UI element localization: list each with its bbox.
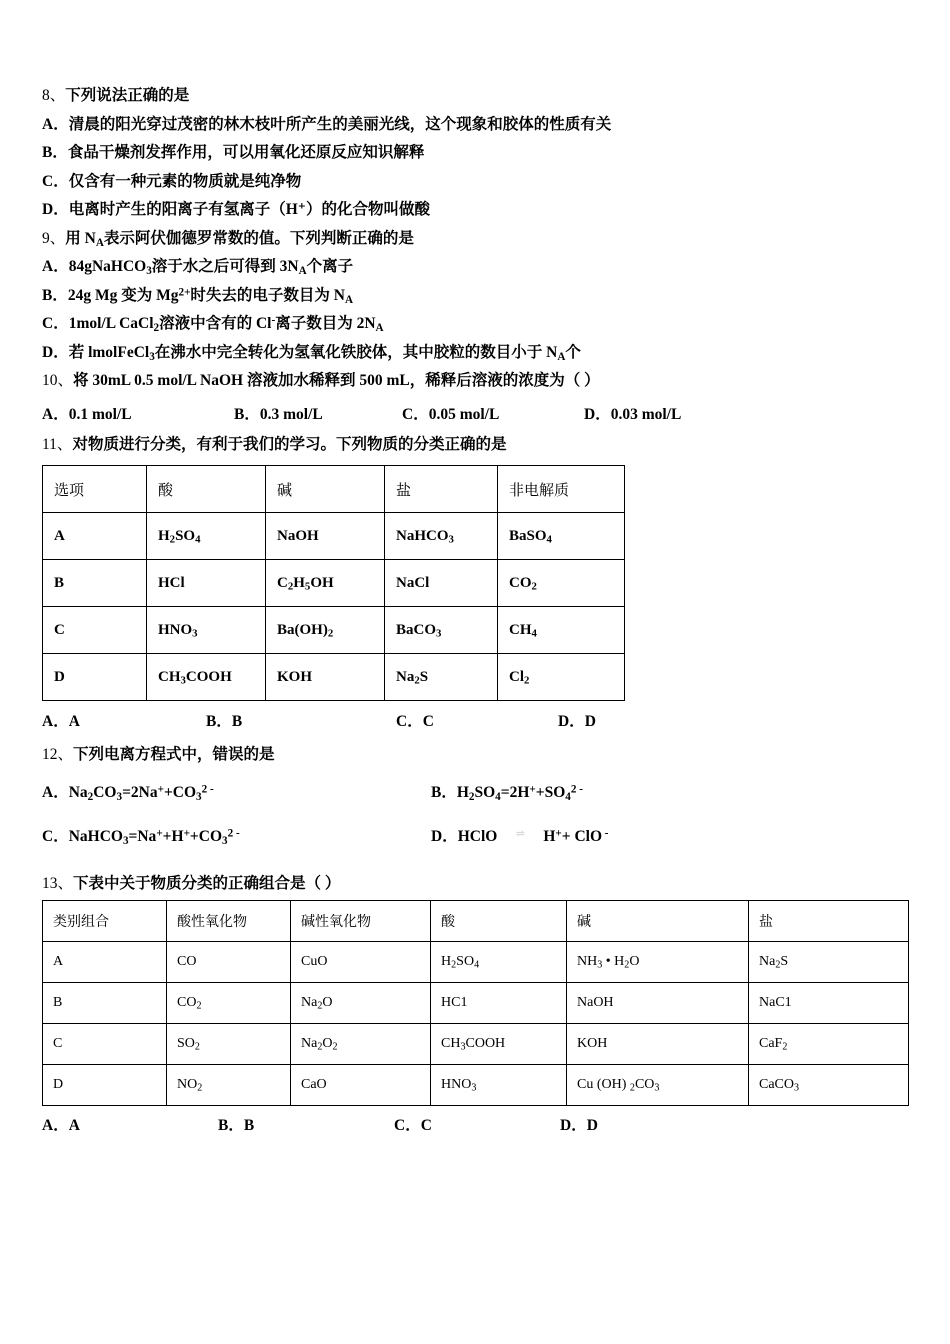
question-13-table [42,900,909,1106]
question-12-stem [42,747,908,763]
option-text: B [231,713,243,730]
cell-acid: HC1 [431,983,567,1024]
question-12-option-a [42,780,431,802]
option-text: 0.03 mol/L [610,405,682,423]
question-10-option-c [402,402,584,424]
cell-nonelectrolyte: $Cl_2$ [498,654,625,701]
question-8-option-b [42,145,908,161]
table-header-row [43,466,625,513]
row-option-label: B [43,560,147,607]
question-8-stem-text: 下列说法正确的是 [65,87,190,104]
cell-salt: NaHCO$_3$ [385,513,498,560]
option-label: C． [42,172,69,190]
cell-base: KOH [266,654,385,701]
option-text: 0.05 mol/L [428,405,500,423]
row-option-label: A [43,513,147,560]
column-header-base: 碱 [266,466,385,513]
option-text: 1mol/L CaCl$_2$溶液中含有的 Cl-离子数目为 $2N_A$ [68,314,384,334]
option-text: HClO ⇌ H++ ClO - [457,826,609,845]
column-header-acidic-oxide: 酸性氧化物 [167,901,291,942]
option-text: $Na_2CO_3=2Na^++CO_3^{2 -}$ [68,782,214,803]
option-label: B． [431,783,457,801]
table-row [43,1024,909,1065]
column-header-acid: 酸 [147,466,266,513]
question-10-option-a [42,402,234,424]
question-13-answer-d [560,1113,598,1135]
option-label: D． [431,827,458,845]
question-13-number: 13、 [42,874,74,892]
option-label: D． [42,201,69,218]
option-label: B． [42,286,68,304]
question-12-option-b [431,780,583,802]
question-13-answer-b [218,1113,394,1135]
option-label: D． [560,1117,587,1134]
cell-nonelectrolyte: BaSO$_4$ [498,513,625,560]
question-13-answer-c [394,1113,560,1135]
option-text: 电离时产生的阳离子有氢离子（H⁺）的化合物叫做酸 [68,201,430,218]
cell-acid: $H_2SO_4$ [147,513,266,560]
cell-nonelectrolyte: $CH_4$ [498,607,625,654]
option-label: C． [42,315,69,332]
question-8-option-c [42,174,908,190]
question-8-option-d [42,202,908,218]
option-text: A [68,713,80,730]
question-10-number: 10、 [42,372,74,389]
cell-acidic-oxide: CO [167,942,291,983]
question-10-stem-text: 将 30mL 0.5 mol/L NaOH 溶液加水稀释到 500 mL，稀释后溶液的浓度为（ ） [73,372,600,389]
question-9-option-c [42,316,908,332]
cell-acidic-oxide: $SO_2$ [167,1024,291,1065]
table-row [43,942,909,983]
cell-acid: $CH_3COOH$ [431,1024,567,1065]
column-header-salt: 盐 [749,901,909,942]
question-12-option-c [42,824,431,846]
question-13-answers [42,1113,908,1135]
option-label: A． [42,783,69,801]
cell-basic-oxide: $Na_2O$ [291,983,431,1024]
option-label: A． [42,405,69,423]
option-label: C． [394,1117,421,1134]
option-text: 0.3 mol/L [259,405,323,423]
question-10-option-d [584,402,681,424]
option-label: B． [234,405,260,423]
cell-salt: CaF$_2$ [749,1024,909,1065]
table-row [43,513,625,560]
option-label: D． [558,713,585,730]
cell-basic-oxide: $Na_2O_2$ [291,1024,431,1065]
row-option-label: D [43,654,147,701]
question-11-number: 11、 [42,435,73,453]
cell-acidic-oxide: $NO_2$ [167,1065,291,1106]
question-12-row-2 [42,824,908,846]
cell-salt: CaCO$_3$ [749,1065,909,1106]
question-11-stem [42,437,908,453]
cell-salt: NaCl [385,560,498,607]
question-13-stem-text: 下表中关于物质分类的正确组合是（ ） [73,874,341,892]
row-option-label: D [43,1065,167,1106]
question-12-number: 12、 [42,746,74,763]
option-label: A． [42,258,69,275]
question-9-option-d [42,345,908,361]
option-text: 若 lmolFeCl$_3$在沸水中完全转化为氢氧化铁胶体，其中胶粒的数目小于 $N_A$个 [68,343,581,363]
cell-salt: BaCO$_3$ [385,607,498,654]
question-11-answer-b [206,709,396,731]
cell-acid: $H_2SO_4$ [431,942,567,983]
cell-basic-oxide: CuO [291,942,431,983]
option-text: $H_2SO_4=2H^++SO_4^{2 -}$ [456,782,583,803]
column-header-basic-oxide: 碱性氧化物 [291,901,431,942]
option-text: 仅含有一种元素的物质就是纯净物 [68,172,302,190]
table-row [43,1065,909,1106]
question-11-answer-d [558,709,596,731]
row-option-label: B [43,983,167,1024]
cell-base: $Ba(OH)_2$ [266,607,385,654]
question-10-option-b [234,402,402,424]
option-label: C． [396,713,423,730]
option-label: B． [206,713,232,730]
option-text: D [584,713,596,730]
option-label: B． [42,144,68,161]
option-text: C [420,1117,432,1134]
cell-acid: $HNO_3$ [147,607,266,654]
option-label: A． [42,713,69,730]
question-9-number: 9、 [42,229,66,247]
cell-base: NaOH [567,983,749,1024]
option-text: 食品干燥剂发挥作用，可以用氧化还原反应知识解释 [67,144,425,161]
question-11-answer-a [42,709,206,731]
column-header-base: 碱 [567,901,749,942]
option-label: B． [218,1117,244,1134]
column-header-option: 选项 [43,466,147,513]
question-8-option-a [42,117,908,133]
question-8-number: 8、 [42,87,66,104]
option-text: 清晨的阳光穿过茂密的林木枝叶所产生的美丽光线，这个现象和胶体的性质有关 [68,115,612,133]
row-option-label: A [43,942,167,983]
column-header-nonelectrolyte: 非电解质 [498,466,625,513]
option-label: A． [42,1117,69,1134]
question-11-answer-c [396,709,558,731]
cell-acid: HCl [147,560,266,607]
question-8-stem [42,88,908,104]
option-text: 84gNaHCO$_3$溶于水之后可得到 $3N_A$个离子 [68,258,354,277]
option-label: D． [42,343,69,361]
cell-acid: $CH_3COOH$ [147,654,266,701]
cell-base: $C_2H_5OH$ [266,560,385,607]
question-9-stem [42,231,908,247]
question-12-option-d [431,824,609,846]
cell-base: Cu (OH) $_2CO_3$ [567,1065,749,1106]
option-text: A [68,1117,80,1134]
table-row [43,560,625,607]
option-label: C． [42,827,69,845]
cell-salt: $Na_2S$ [749,942,909,983]
column-header-salt: 盐 [385,466,498,513]
question-11-table [42,465,625,701]
table-row [43,607,625,654]
cell-nonelectrolyte: $CO_2$ [498,560,625,607]
table-header-row [43,901,909,942]
page-content [42,88,908,1148]
cell-base: KOH [567,1024,749,1065]
question-12-row-1 [42,780,908,802]
cell-basic-oxide: CaO [291,1065,431,1106]
question-9-stem-post: 表示阿伏伽德罗常数的值。下列判断正确的是 [103,229,414,247]
table-row [43,983,909,1024]
option-text: 24g Mg 变为 $Mg^{2+}$时失去的电子数目为 $N_A$ [67,285,354,306]
row-option-label: C [43,607,147,654]
table-row [43,654,625,701]
question-13-answer-a [42,1113,218,1135]
option-text: D [586,1117,598,1134]
question-10-stem [42,373,908,389]
column-header-category-group: 类别组合 [43,901,167,942]
cell-salt: $Na_2S$ [385,654,498,701]
question-12-stem-text: 下列电离方程式中，错误的是 [73,746,275,763]
cell-base: $NH_3$ • $H_2O$ [567,942,749,983]
question-9-option-a [42,259,908,275]
option-text: C [422,713,434,730]
option-label: C． [402,405,429,423]
question-10-options [42,402,908,424]
option-text: $NaHCO_3=Na^++H^++CO_3^{2 -}$ [68,826,240,847]
cell-base: NaOH [266,513,385,560]
option-label: D． [584,405,611,423]
cell-salt: NaC1 [749,983,909,1024]
question-9-stem-sub: A [95,236,104,249]
option-text: B [243,1117,255,1134]
question-11-stem-text: 对物质进行分类，有利于我们的学习。下列物质的分类正确的是 [72,435,507,453]
question-13-stem [42,876,908,892]
option-label: A． [42,115,69,133]
question-9-stem-pre: 用 N [65,229,96,247]
question-9-option-b [42,285,908,306]
cell-acidic-oxide: $CO_2$ [167,983,291,1024]
row-option-label: C [43,1024,167,1065]
option-text: 0.1 mol/L [68,405,132,423]
question-11-answers [42,709,908,731]
column-header-acid: 酸 [431,901,567,942]
cell-acid: $HNO_3$ [431,1065,567,1106]
